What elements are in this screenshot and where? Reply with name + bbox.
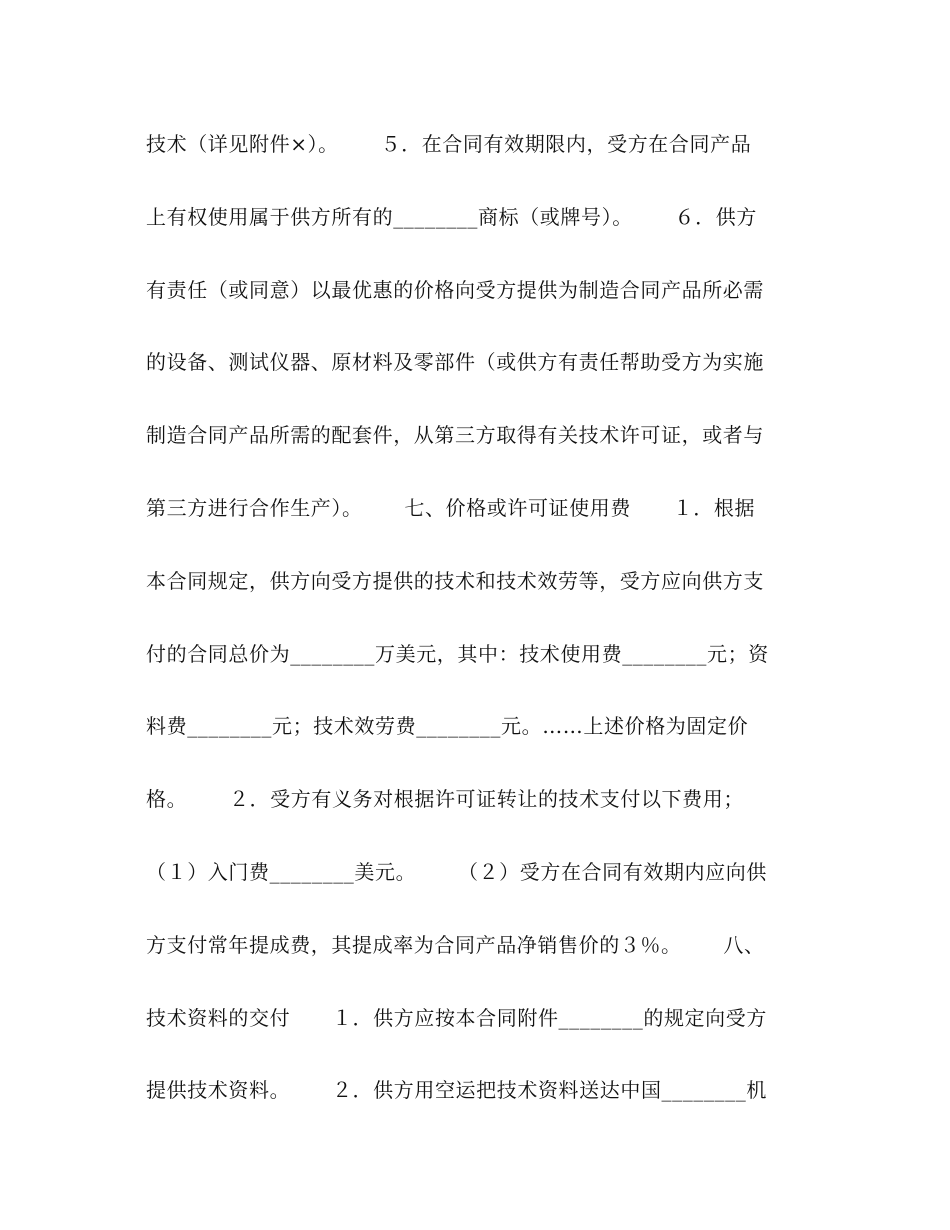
text-line: 第三方进行合作生产）。 七、价格或许可证使用费 １．根据	[146, 495, 756, 520]
text-line: （１）入门费________美元。 （２）受方在合同有效期内应向供	[146, 859, 767, 884]
text-line: 上有权使用属于供方所有的________商标（或牌号）。 ６．供方	[146, 204, 757, 229]
text-line: 本合同规定，供方向受方提供的技术和技术效劳等，受方应向供方支	[146, 568, 764, 593]
text-line: 制造合同产品所需的配套件，从第三方取得有关技术许可证，或者与	[146, 423, 764, 448]
text-line: 提供技术资料。 ２．供方用空运把技术资料送达中国________机	[146, 1078, 767, 1103]
text-line: 料费________元；技术效劳费________元。……上述价格为固定价	[146, 714, 749, 739]
contract-text-body	[146, 126, 816, 1145]
text-line: 方支付常年提成费，其提成率为合同产品净销售价的３％。 八、	[146, 932, 765, 957]
text-line: 技术（详见附件×）。 ５．在合同有效期限内，受方在合同产品	[146, 132, 752, 156]
text-line: 有责任（或同意）以最优惠的价格向受方提供为制造合同产品所必需	[146, 277, 764, 302]
text-line: 付的合同总价为________万美元，其中：技术使用费________元；资	[146, 641, 769, 666]
text-line: 的设备、测试仪器、原材料及零部件（或供方有责任帮助受方为实施	[146, 350, 764, 375]
text-line: 技术资料的交付 １．供方应按本合同附件________的规定向受方	[146, 1005, 767, 1030]
text-line: 格。 ２．受方有义务对根据许可证转让的技术支付以下费用；	[146, 787, 744, 812]
